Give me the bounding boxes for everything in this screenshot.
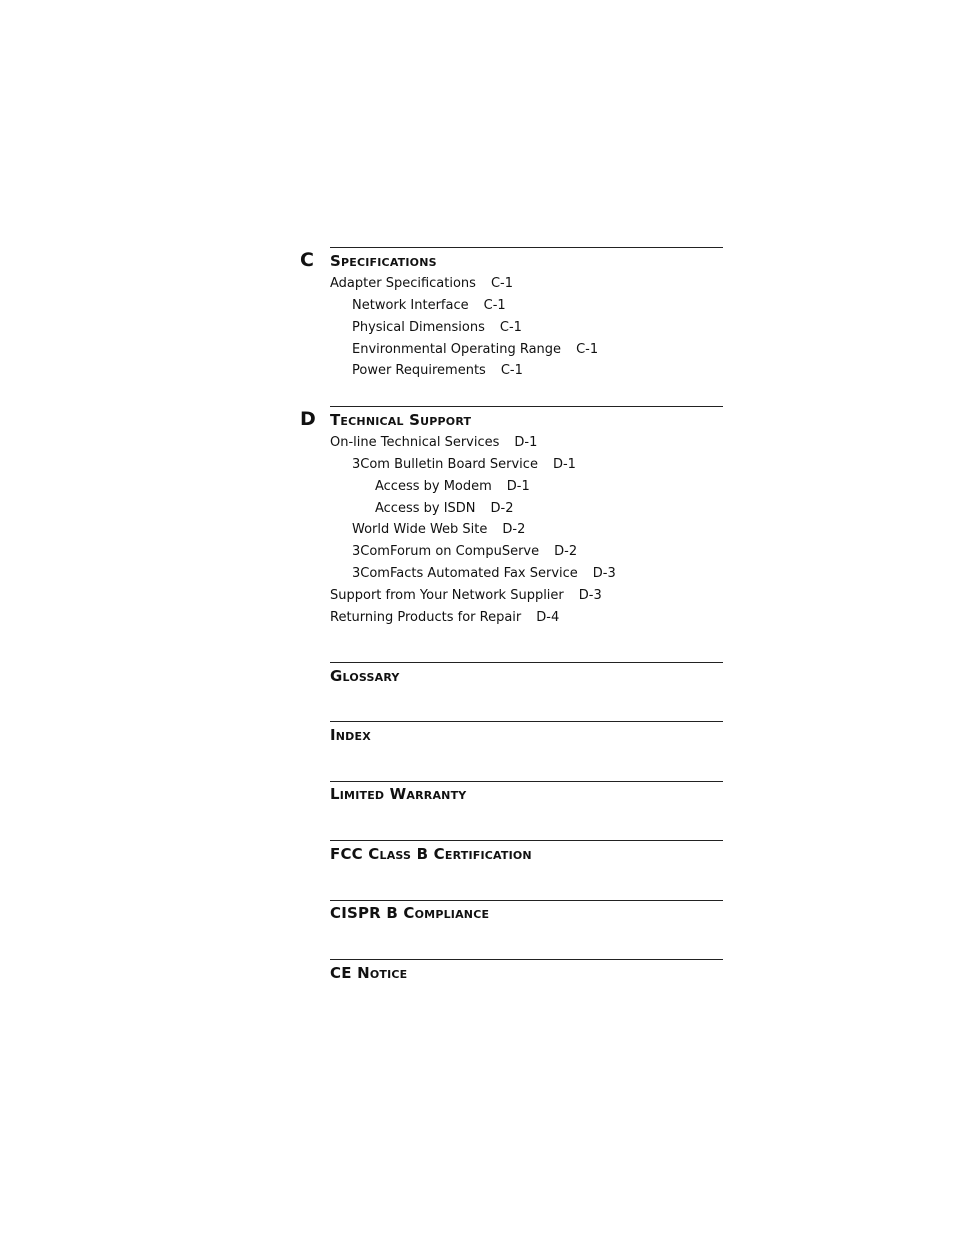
toc-entry-text: Support from Your Network Supplier [330,588,564,603]
toc-entry-page: D-2 [490,501,514,516]
toc-entry-text: Access by Modem [375,479,492,494]
toc-entry-text: Access by ISDN [375,501,476,516]
toc-entry-text: Power Requirements [352,363,486,378]
toc-entry-text: Adapter Specifications [330,276,476,291]
section-rule [330,959,723,960]
toc-entry-page: C-1 [500,363,523,378]
toc-entry-page: D-3 [592,566,616,581]
section-heading-cispr-compliance[interactable]: CISPR B Compliance [330,904,490,922]
toc-entry[interactable] [352,566,616,582]
section-heading-limited-warranty[interactable]: Limited Warranty [330,785,467,803]
toc-entry-text: Returning Products for Repair [330,610,522,625]
toc-entry-page: C-1 [490,276,513,291]
section-rule [330,721,723,722]
section-heading-fcc-certification[interactable]: FCC Class B Certification [330,845,532,863]
toc-entry[interactable] [352,298,506,314]
toc-entry-page: D-2 [502,522,526,537]
appendix-letter: C [300,249,314,271]
toc-entry-page: D-1 [552,457,576,472]
toc-entry-text: Network Interface [352,298,469,313]
toc-entry[interactable] [375,501,514,517]
toc-entry[interactable] [330,276,513,292]
toc-entry-text: World Wide Web Site [352,522,488,537]
section-rule [330,406,723,407]
section-heading-technical-support[interactable]: Technical Support [330,411,472,429]
toc-entry-page: D-4 [536,610,560,625]
toc-entry-text: 3Com Bulletin Board Service [352,457,538,472]
toc-entry-text: Environmental Operating Range [352,342,562,357]
toc-entry[interactable] [330,435,537,451]
toc-entry-page: D-2 [554,544,578,559]
appendix-letter: D [300,408,316,430]
section-rule [330,900,723,901]
toc-entry[interactable] [330,588,602,604]
section-heading-glossary[interactable]: Glossary [330,667,400,685]
section-rule [330,662,723,663]
toc-entry-page: D-1 [514,435,538,450]
section-rule [330,840,723,841]
toc-entry[interactable] [375,479,530,495]
toc-entry-text: 3ComForum on CompuServe [352,544,540,559]
section-heading-specifications[interactable]: Specifications [330,252,437,270]
toc-entry[interactable] [352,320,522,336]
toc-entry[interactable] [352,544,577,560]
section-rule [330,781,723,782]
toc-entry-page: C-1 [576,342,599,357]
toc-entry-text: Physical Dimensions [352,320,485,335]
toc-entry[interactable] [352,342,598,358]
toc-entry-text: On-line Technical Services [330,435,500,450]
toc-entry-text: 3ComFacts Automated Fax Service [352,566,578,581]
section-heading-index[interactable]: Index [330,726,371,744]
toc-entry-page: D-1 [506,479,530,494]
toc-entry[interactable] [352,457,576,473]
toc-entry-page: C-1 [483,298,506,313]
toc-entry[interactable] [352,522,525,538]
section-rule [330,247,723,248]
toc-entry-page: D-3 [578,588,602,603]
toc-entry-page: C-1 [499,320,522,335]
toc-entry[interactable] [352,363,523,379]
toc-entry[interactable] [330,610,559,626]
section-heading-ce-notice[interactable]: CE Notice [330,964,408,982]
